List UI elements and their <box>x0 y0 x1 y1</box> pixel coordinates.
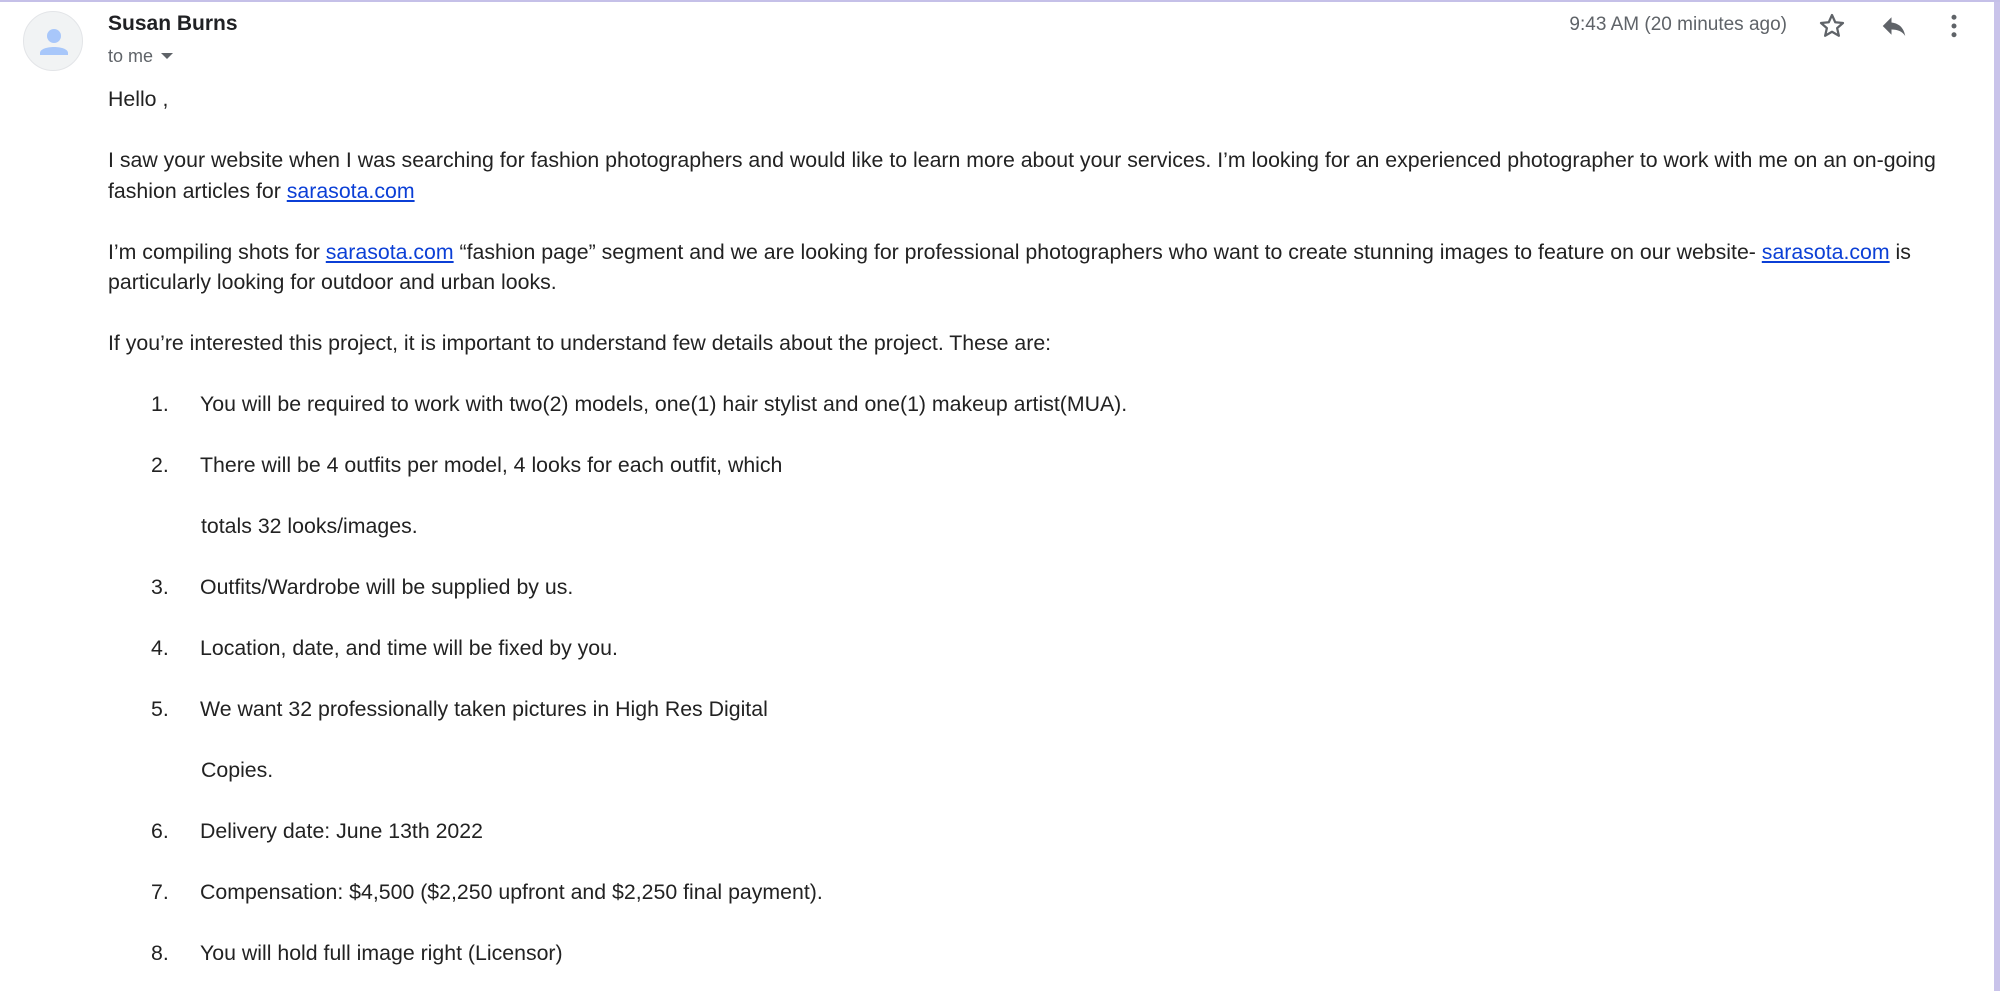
list-number: 6. <box>151 819 169 843</box>
list-text-continuation: totals 32 looks/images. <box>201 514 418 538</box>
list-text: Outfits/Wardrobe will be supplied by us. <box>200 575 574 599</box>
reply-icon <box>1879 11 1909 41</box>
list-text: You will be required to work with two(2) models, one(1) hair stylist and one(1) makeup artist(MUA). <box>200 392 1128 416</box>
list-number: 5. <box>151 697 169 721</box>
list-item <box>108 389 1968 420</box>
paragraph-text: I saw your website when I was searching for fashion photographers and would like to learn more about your services. I’m looking for an experienced photographer to work with me on an on-going fashion articles for <box>108 148 1936 203</box>
chevron-down-icon <box>161 53 173 59</box>
recipient-label: to me <box>108 45 154 66</box>
email-timestamp: 9:43 AM (20 minutes ago) <box>1569 14 1787 35</box>
person-avatar-icon <box>24 12 83 71</box>
sender-name: Susan Burns <box>108 12 238 35</box>
list-item <box>108 633 1968 664</box>
list-text: Compensation: $4,500 ($2,250 upfront and $2,250 final payment). <box>200 880 823 904</box>
email-greeting: Hello , <box>108 87 169 111</box>
paragraph-text: “fashion page” segment and we are looking for professional photographers who want to create stunning images to feature on our website- <box>453 239 1762 264</box>
list-text: Location, date, and time will be fixed by you. <box>200 636 618 660</box>
recipient-details-toggle[interactable] <box>108 44 173 68</box>
sarasota-link[interactable]: sarasota.com <box>1761 239 1890 264</box>
list-item <box>108 816 1968 847</box>
star-button[interactable] <box>1814 8 1850 44</box>
project-details-list <box>108 389 1968 969</box>
paragraph-text: I’m compiling shots for <box>108 239 326 264</box>
list-number: 1. <box>151 392 169 416</box>
sender-avatar[interactable] <box>23 11 83 71</box>
reply-button[interactable] <box>1876 8 1912 44</box>
list-number: 8. <box>151 941 169 965</box>
list-text: We want 32 professionally taken pictures in High Res Digital <box>200 697 768 721</box>
email-paragraph-1 <box>108 145 1968 206</box>
list-item <box>108 938 1968 969</box>
list-text-continuation: Copies. <box>201 758 274 782</box>
scrollbar-edge[interactable] <box>1994 2 2000 991</box>
list-text: You will hold full image right (Licensor) <box>200 941 563 965</box>
list-item <box>108 694 1968 786</box>
star-icon <box>1817 11 1847 41</box>
more-vert-icon <box>1939 11 1969 41</box>
email-paragraph-2 <box>108 237 1968 298</box>
list-item <box>108 450 1968 542</box>
more-options-button[interactable] <box>1936 8 1972 44</box>
email-paragraph-3: If you’re interested this project, it is important to understand few details about the project. These are: <box>108 331 1052 355</box>
list-text: There will be 4 outfits per model, 4 looks for each outfit, which <box>200 453 783 477</box>
sarasota-link[interactable]: sarasota.com <box>325 239 454 264</box>
list-number: 4. <box>151 636 169 660</box>
paragraph-text: is particularly looking for outdoor and urban looks. <box>108 239 1911 294</box>
list-item <box>108 877 1968 908</box>
email-body <box>108 84 1968 991</box>
sarasota-link[interactable]: sarasota.com <box>286 178 415 203</box>
list-text: Delivery date: June 13th 2022 <box>200 819 483 843</box>
list-number: 7. <box>151 880 169 904</box>
list-number: 2. <box>151 453 169 477</box>
list-item <box>108 572 1968 603</box>
list-number: 3. <box>151 575 169 599</box>
